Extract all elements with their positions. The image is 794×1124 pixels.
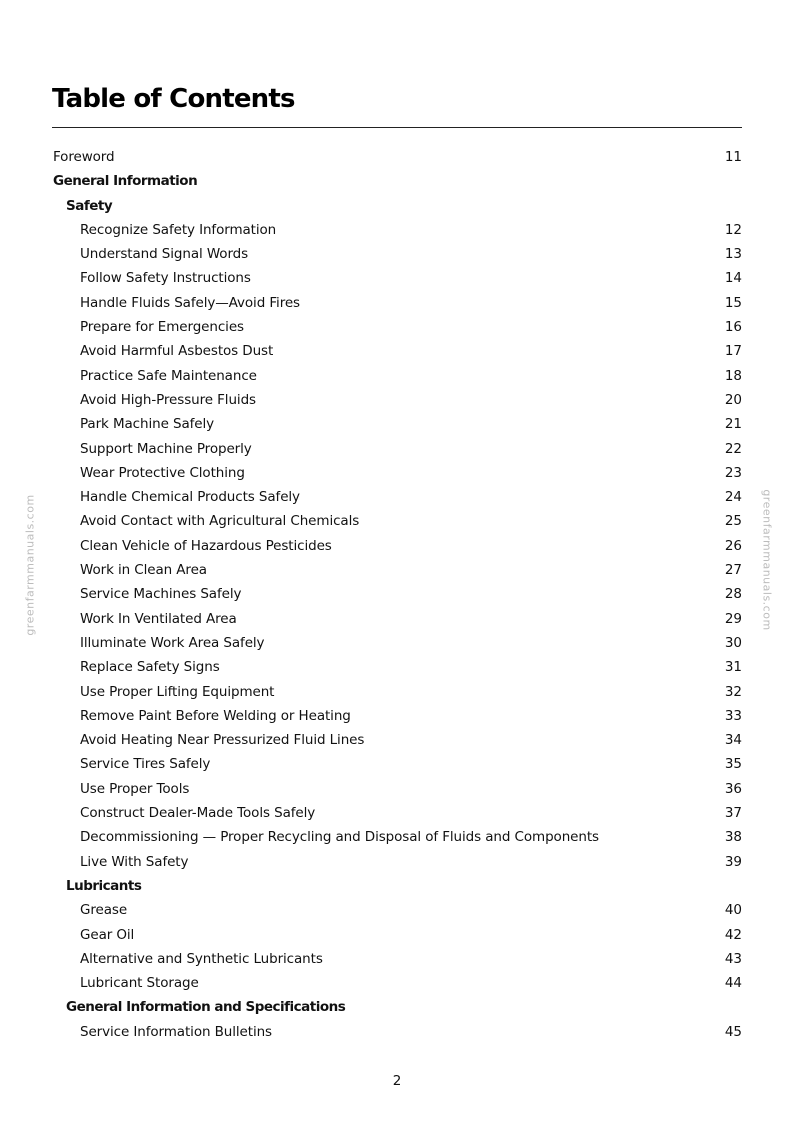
toc-entry[interactable] [0, 145, 794, 169]
toc-entry[interactable] [0, 388, 794, 412]
toc-entry[interactable] [0, 704, 794, 728]
toc-entry-label: Remove Paint Before Welding or Heating [80, 707, 351, 724]
toc-entry[interactable] [0, 315, 794, 339]
toc-page-number: 43 [724, 950, 742, 967]
toc-page-number: 26 [724, 537, 742, 554]
toc-entry[interactable] [0, 655, 794, 679]
watermark-right: greenfarmmanuals.com [760, 489, 774, 631]
toc-entry[interactable] [0, 218, 794, 242]
toc-section-heading [0, 874, 794, 898]
toc-entry[interactable] [0, 898, 794, 922]
toc-entry[interactable] [0, 947, 794, 971]
toc-entry-label: Avoid High-Pressure Fluids [80, 391, 256, 408]
toc-page-number: 36 [724, 780, 742, 797]
toc-entry[interactable] [0, 850, 794, 874]
toc-entry-label: Service Tires Safely [80, 756, 211, 773]
toc-entry-label: Live With Safety [80, 853, 189, 870]
toc-entry[interactable] [0, 1020, 794, 1044]
page-number: 2 [392, 1073, 402, 1089]
toc-entry[interactable] [0, 266, 794, 290]
toc-entry[interactable] [0, 364, 794, 388]
toc-page-number: 34 [724, 732, 742, 749]
toc-section-heading [0, 995, 794, 1019]
toc-page-number: 17 [724, 343, 742, 360]
toc-page-number: 29 [724, 610, 742, 627]
toc-entry[interactable] [0, 923, 794, 947]
toc-page-number: 21 [724, 416, 742, 433]
toc-entry[interactable] [0, 971, 794, 995]
toc-page-number: 45 [724, 1023, 742, 1040]
toc-entry-label: Service Machines Safely [80, 586, 242, 603]
toc-section-heading [0, 169, 794, 193]
toc-entry[interactable] [0, 485, 794, 509]
toc-entry-label: Avoid Harmful Asbestos Dust [80, 343, 274, 360]
toc-entry-label: Prepare for Emergencies [80, 319, 244, 336]
toc-entry[interactable] [0, 412, 794, 436]
toc-entry[interactable] [0, 242, 794, 266]
toc-page-number: 11 [724, 149, 742, 165]
toc-entry-label: Construct Dealer-Made Tools Safely [80, 805, 316, 822]
toc-entry-label: Work In Ventilated Area [80, 610, 237, 627]
toc-entry[interactable] [0, 437, 794, 461]
toc-page-number: 18 [724, 367, 742, 384]
toc-entry-label: Clean Vehicle of Hazardous Pesticides [80, 537, 332, 554]
toc-entry-label: Avoid Heating Near Pressurized Fluid Lines [80, 732, 365, 749]
toc-entry-label: Recognize Safety Information [80, 221, 277, 238]
toc-page-number: 30 [724, 634, 742, 651]
toc-entry[interactable] [0, 825, 794, 849]
toc-entry[interactable] [0, 728, 794, 752]
toc-page-number: 44 [724, 975, 742, 992]
toc-entry[interactable] [0, 461, 794, 485]
toc-page-number: 31 [724, 659, 742, 676]
toc-page-number: 40 [724, 902, 742, 919]
toc-page-number: 15 [724, 294, 742, 311]
toc-entry[interactable] [0, 534, 794, 558]
toc-page-number: 22 [724, 440, 742, 457]
toc-entry-label: Gear Oil [80, 926, 135, 943]
toc-entry[interactable] [0, 607, 794, 631]
table-of-contents [0, 145, 794, 1044]
page-title: Table of Contents [52, 84, 295, 114]
watermark-left: greenfarmmanuals.com [23, 494, 37, 636]
toc-entry[interactable] [0, 339, 794, 363]
toc-page-number: 13 [724, 246, 742, 263]
toc-entry-label: Use Proper Lifting Equipment [80, 683, 275, 700]
toc-section-heading [0, 194, 794, 218]
toc-entry-label: Grease [80, 902, 128, 919]
toc-page-number: 16 [724, 319, 742, 336]
toc-page-number: 38 [724, 829, 742, 846]
toc-page-number: 14 [724, 270, 742, 287]
toc-entry-label: Understand Signal Words [80, 246, 249, 263]
toc-page-number: 23 [724, 464, 742, 481]
toc-page-number: 39 [724, 853, 742, 870]
toc-entry-label: Avoid Contact with Agricultural Chemicals [80, 513, 360, 530]
toc-page-number: 35 [724, 756, 742, 773]
toc-entry-label: General Information [53, 173, 198, 190]
toc-entry[interactable] [0, 680, 794, 704]
toc-page-number: 27 [724, 562, 742, 579]
toc-entry-label: Use Proper Tools [80, 780, 190, 797]
toc-page-number: 24 [724, 489, 742, 506]
toc-entry-label: Replace Safety Signs [80, 659, 220, 676]
toc-page-number: 37 [724, 805, 742, 822]
toc-page-number: 32 [724, 683, 742, 700]
toc-entry[interactable] [0, 558, 794, 582]
toc-entry-label: General Information and Specifications [66, 999, 346, 1016]
toc-entry-label: Handle Fluids Safely—Avoid Fires [80, 294, 300, 311]
toc-entry[interactable] [0, 777, 794, 801]
toc-entry-label: Decommissioning — Proper Recycling and Disposal of Fluids and Components [80, 829, 599, 846]
toc-entry-label: Support Machine Properly [80, 440, 252, 457]
toc-entry-label: Illuminate Work Area Safely [80, 634, 265, 651]
toc-entry-label: Park Machine Safely [80, 416, 215, 433]
toc-entry[interactable] [0, 631, 794, 655]
toc-entry-label: Lubricants [66, 877, 142, 894]
toc-entry-label: Alternative and Synthetic Lubricants [80, 950, 323, 967]
toc-entry-label: Handle Chemical Products Safely [80, 489, 300, 506]
toc-page-number: 12 [724, 221, 742, 238]
toc-entry-label: Safety [66, 197, 113, 214]
toc-entry[interactable] [0, 509, 794, 533]
toc-entry-label: Follow Safety Instructions [80, 270, 251, 287]
toc-page-number: 28 [724, 586, 742, 603]
toc-entry-label: Lubricant Storage [80, 975, 199, 992]
toc-page-number: 20 [724, 391, 742, 408]
toc-page-number: 42 [724, 926, 742, 943]
toc-entry[interactable] [0, 291, 794, 315]
title-divider [52, 127, 742, 128]
toc-entry-label: Service Information Bulletins [80, 1023, 272, 1040]
toc-entry[interactable] [0, 582, 794, 606]
toc-page-number: 25 [724, 513, 742, 530]
toc-page-number: 33 [724, 707, 742, 724]
toc-entry[interactable] [0, 752, 794, 776]
toc-entry-label: Wear Protective Clothing [80, 464, 245, 481]
toc-entry[interactable] [0, 801, 794, 825]
toc-entry-label: Practice Safe Maintenance [80, 367, 257, 384]
toc-entry-label: Foreword [53, 149, 115, 165]
toc-entry-label: Work in Clean Area [80, 562, 207, 579]
